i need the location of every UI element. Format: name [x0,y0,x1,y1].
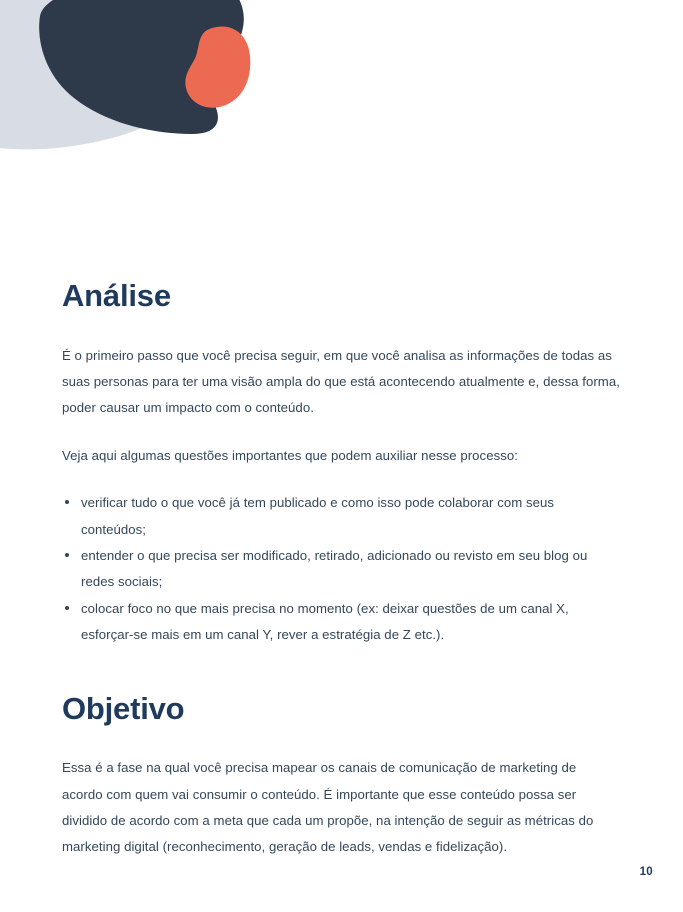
paragraph-analise-2: Veja aqui algumas questões importantes que podem auxiliar nesse processo: [62,447,518,463]
list-item-label: verificar tudo o que você já tem publicado e como isso pode colaborar com seus conteúdos; [81,495,555,537]
list-item-label: entender o que precisa ser modificado, retirado, adicionado ou revisto em seu blog ou redes sociais; [81,547,588,590]
decorative-header-artwork [0,0,683,200]
bullet-dot-icon [65,606,69,610]
page-title-objetivo: Objetivo [62,690,185,726]
gray-blob-shape [0,0,226,149]
orange-blob-shape [185,26,250,107]
list-item-label: colocar foco no que mais precisa no momento (ex: deixar questões de um canal X, esforçar-se mais em um canal Y, rever a estratégia de Z etc.). [81,600,569,643]
section-analise [62,280,620,649]
navy-blob-shape [39,0,244,134]
list-item [62,596,620,649]
bullet-list-analise [62,490,620,648]
bullet-dot-icon [65,553,69,557]
bullet-dot-icon [65,500,69,504]
page-content [62,280,620,861]
paragraph-objetivo-1: Essa é a fase na qual você precisa mapear os canais de comunicação de marketing de acordo com quem vai consumir o conteúdo. É importante que esse conteúdo possa ser dividido de acordo com a meta que cada um propõe, na intenção de seguir as métricas do marketing digital (reconhecimento, geração de leads, vendas e fidelização). [62,760,594,855]
section-objetivo [62,690,620,861]
page-number: 10 [639,866,653,878]
list-item [62,543,620,596]
paragraph-analise-1: É o primeiro passo que você precisa seguir, em que você analisa as informações de todas as suas personas para ter uma visão ampla do que está acontecendo atualmente e, dessa forma, poder causar um impacto com o conteúdo. [62,347,620,416]
page-title-analise: Análise [62,278,171,313]
list-item [62,490,620,543]
